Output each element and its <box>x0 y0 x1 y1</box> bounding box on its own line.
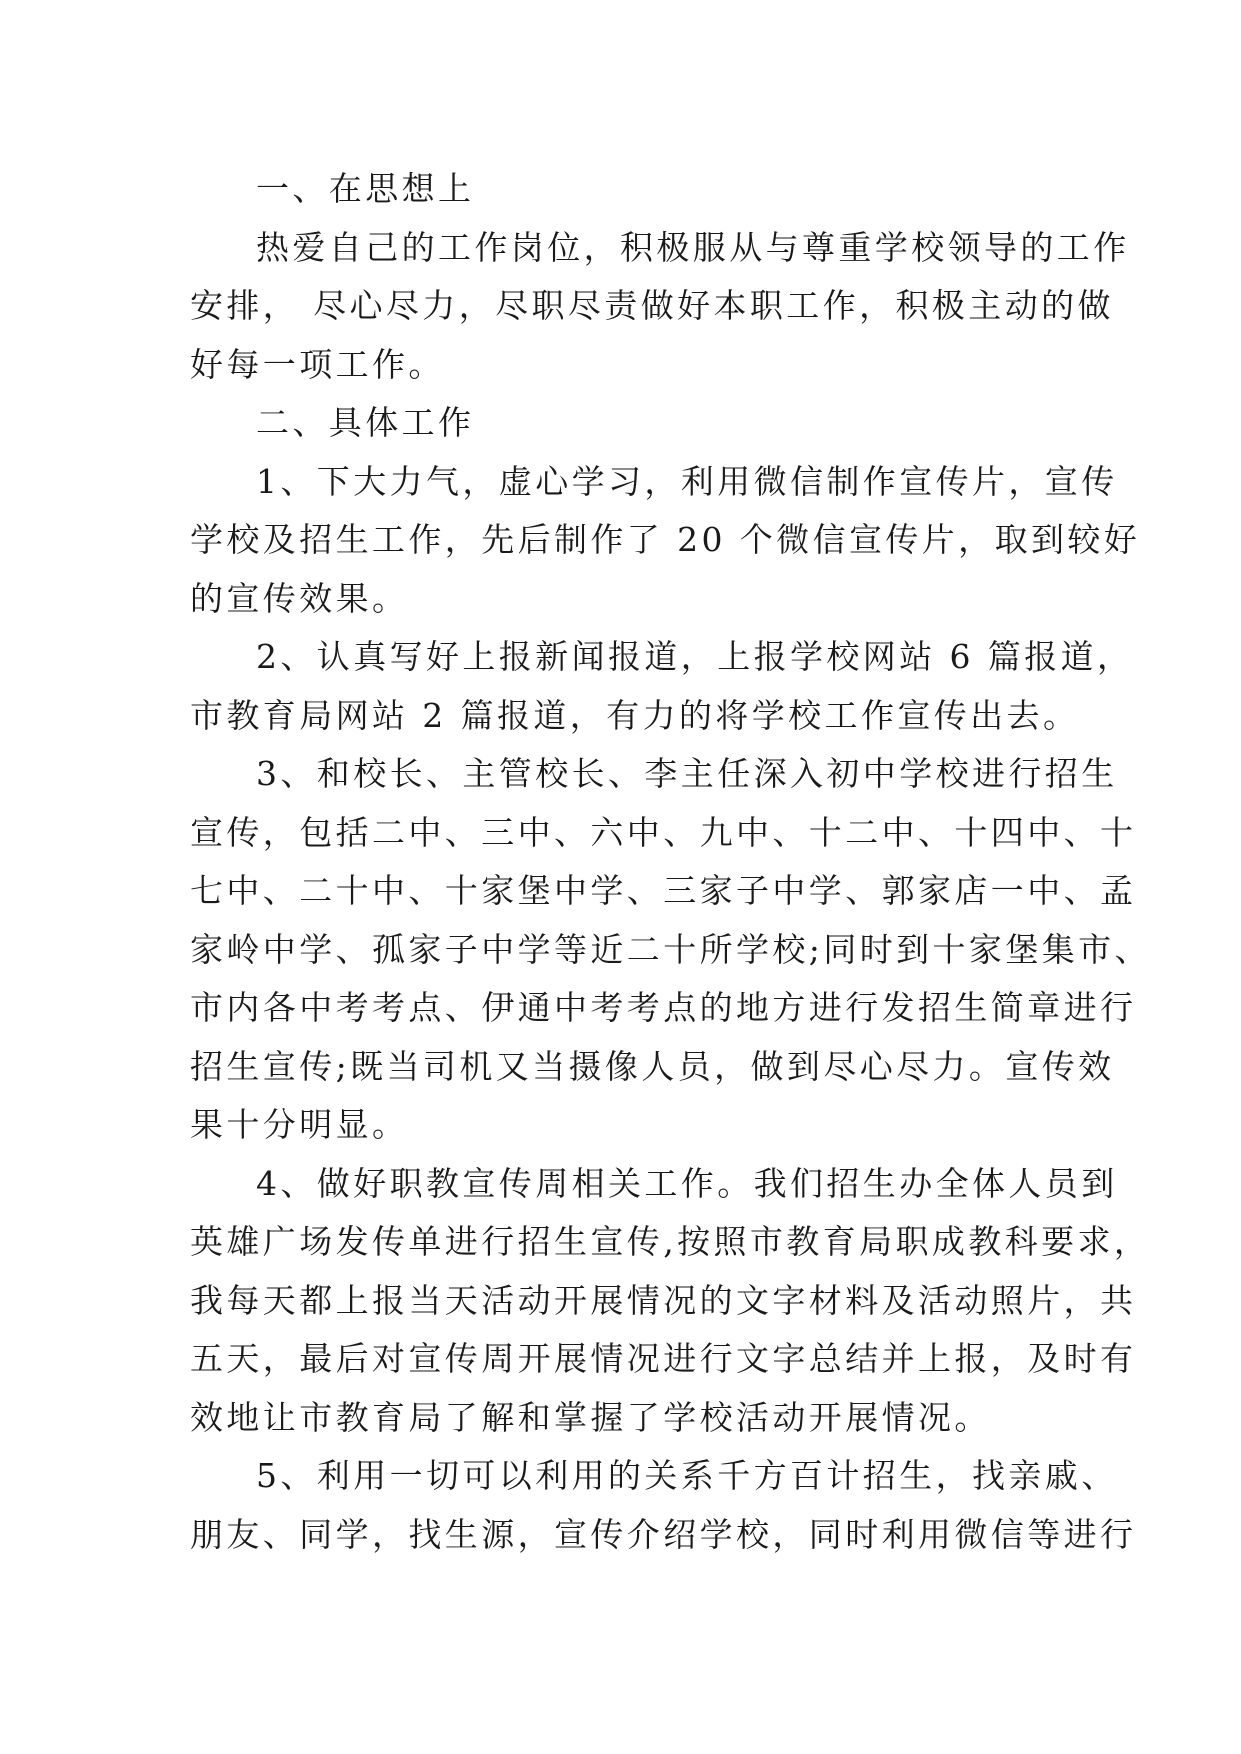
paragraph-line: 4、做好职教宣传周相关工作。我们招生办全体人员到 <box>256 1163 1118 1203</box>
section-heading-thought: 一、在思想上 <box>256 169 475 208</box>
document-body <box>190 160 1151 1564</box>
paragraph-line: 市内各中考考点、伊通中考考点的地方进行发招生简章进行 <box>190 988 1137 1027</box>
paragraph-line: 朋友、同学，找生源，宣传介绍学校，同时利用微信等进行 <box>190 1514 1137 1554</box>
paragraph-line: 1、下大力气，虚心学习，利用微信制作宣传片，宣传 <box>256 461 1118 501</box>
paragraph-line: 家岭中学、孤家子中学等近二十所学校;同时到十家堡集市、 <box>190 929 1151 969</box>
paragraph-line: 热爱自己的工作岗位，积极服从与尊重学校领导的工作 <box>256 227 1130 267</box>
section-heading-work: 二、具体工作 <box>256 403 475 442</box>
paragraph-line: 招生宣传;既当司机又当摄像人员，做到尽心尽力。宣传效 <box>190 1046 1115 1086</box>
paragraph-line: 果十分明显。 <box>190 1105 409 1144</box>
paragraph-line: 的宣传效果。 <box>190 578 409 618</box>
paragraph-line: 宣传，包括二中、三中、六中、九中、十二中、十四中、十 <box>190 812 1137 852</box>
paragraph-line: 我每天都上报当天活动开展情况的文字材料及活动照片，共 <box>190 1280 1137 1320</box>
paragraph-line: 效地让市教育局了解和掌握了学校活动开展情况。 <box>190 1397 991 1437</box>
paragraph-line: 五天，最后对宣传周开展情况进行文字总结并上报，及时有 <box>190 1339 1137 1378</box>
paragraph-line: 学校及招生工作，先后制作了 20 个微信宣传片，取到较好 <box>190 520 1141 559</box>
paragraph-line: 英雄广场发传单进行招生宣传,按照市教育局职成教科要求， <box>190 1222 1151 1261</box>
paragraph-line: 安排， 尽心尽力，尽职尽责做好本职工作，积极主动的做 <box>190 286 1114 325</box>
paragraph-line: 七中、二十中、十家堡中学、三家子中学、郭家店一中、孟 <box>190 871 1137 910</box>
paragraph-line: 3、和校长、主管校长、李主任深入初中学校进行招生 <box>256 754 1118 793</box>
paragraph-line: 5、利用一切可以利用的关系千方百计招生，找亲戚、 <box>256 1456 1118 1495</box>
paragraph-line: 好每一项工作。 <box>190 344 445 384</box>
paragraph-line: 市教育局网站 2 篇报道，有力的将学校工作宣传出去。 <box>190 695 1080 735</box>
paragraph-line: 2、认真写好上报新闻报道，上报学校网站 6 篇报道， <box>256 637 1134 676</box>
